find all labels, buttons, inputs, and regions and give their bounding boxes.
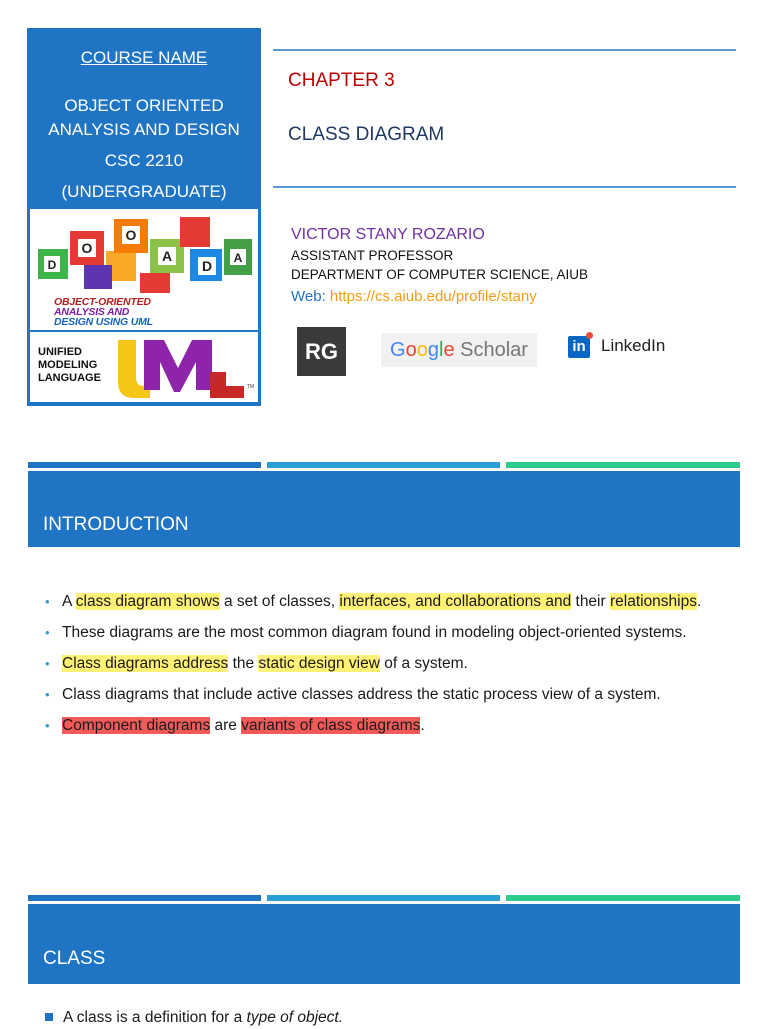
- oad-blocks-image: [30, 209, 258, 330]
- google-letter: o: [416, 339, 428, 361]
- oad-caption-line: OBJECT-ORIENTED: [54, 296, 151, 308]
- oad-letter: D: [47, 258, 57, 272]
- oad-letter: O: [125, 227, 137, 243]
- uml-trademark: TM: [246, 384, 254, 390]
- oad-letter: A: [161, 248, 173, 264]
- section-title: INTRODUCTION: [43, 514, 189, 535]
- course-title: [27, 94, 261, 204]
- highlight-text: class diagram shows: [75, 593, 220, 610]
- section-title: CLASS: [43, 948, 106, 969]
- highlight-text: variants of class diagrams: [241, 717, 421, 734]
- course-line: (UNDERGRADUATE): [61, 182, 227, 201]
- oad-caption: [54, 297, 153, 327]
- uml-logo-text: [38, 346, 101, 385]
- google-letter: o: [405, 339, 417, 361]
- text-run: of a system.: [379, 655, 468, 672]
- bullet-list: [45, 590, 745, 745]
- highlight-text: static design view: [258, 655, 380, 672]
- author-position: ASSISTANT PROFESSOR: [291, 248, 454, 263]
- oad-caption-line: ANALYSIS AND: [54, 306, 130, 318]
- uml-text-line: MODELING: [38, 359, 98, 371]
- text-run: A: [62, 593, 76, 610]
- scholar-word: Scholar: [460, 339, 528, 361]
- oad-letter: D: [201, 258, 213, 274]
- web-label: Web:: [291, 288, 326, 305]
- web-url-link[interactable]: https://cs.aiub.edu/profile/stany: [329, 288, 537, 305]
- text-run: are: [210, 717, 242, 734]
- section-stripe: [506, 895, 740, 901]
- section-stripe: [267, 895, 500, 901]
- uml-letters-graphic: [114, 338, 246, 400]
- uml-text-line: LANGUAGE: [38, 372, 101, 384]
- bullet-list: [45, 1007, 745, 1029]
- course-line: CSC 2210: [104, 151, 184, 170]
- section-stripe: [28, 462, 261, 468]
- highlight-text: Component diagrams: [62, 717, 211, 734]
- author-name: VICTOR STANY ROZARIO: [291, 226, 485, 243]
- chapter-label: CHAPTER 3: [288, 70, 395, 91]
- section-stripe: [267, 462, 500, 468]
- linkedin-label: LinkedIn: [601, 336, 666, 355]
- list-item: [45, 652, 745, 675]
- uml-logo: [30, 332, 258, 402]
- author-department: DEPARTMENT OF COMPUTER SCIENCE, AIUB: [291, 267, 589, 282]
- list-item: • These diagrams are the most common diagram found in modeling object-oriented systems.: [45, 621, 745, 644]
- text-run: .: [420, 717, 425, 734]
- oad-letter: O: [81, 240, 93, 256]
- text-run: A class is a definition for a: [63, 1009, 247, 1026]
- google-scholar-logo[interactable]: [381, 333, 537, 367]
- section-header: [28, 471, 740, 547]
- researchgate-logo[interactable]: RG: [297, 327, 346, 376]
- top-rule: [273, 49, 736, 51]
- google-letter: l: [438, 339, 444, 361]
- deck-title: CLASS DIAGRAM: [288, 124, 445, 145]
- bottom-rule: [273, 186, 736, 188]
- linkedin-icon: in: [568, 336, 590, 358]
- course-line: ANALYSIS AND DESIGN: [48, 120, 240, 139]
- course-line: OBJECT ORIENTED: [64, 96, 224, 115]
- section-stripe: [506, 462, 740, 468]
- oad-caption-line: DESIGN USING UML: [54, 316, 153, 328]
- text-run: .: [697, 593, 702, 610]
- highlight-text: relationships: [609, 593, 697, 610]
- list-item: [45, 1007, 745, 1029]
- notification-dot-icon: [586, 332, 593, 339]
- list-item: [45, 714, 745, 737]
- google-letter: g: [427, 339, 439, 361]
- course-name-label: COURSE NAME: [80, 48, 208, 67]
- google-letter: e: [443, 339, 455, 361]
- text-run: a set of classes,: [219, 593, 340, 610]
- web-line: [291, 288, 537, 305]
- highlight-text: interfaces, and collaborations and: [339, 593, 572, 610]
- emphasis-text: type of object.: [246, 1009, 344, 1026]
- highlight-text: Class diagrams address: [62, 655, 229, 672]
- list-item: [45, 590, 745, 613]
- oad-letter: A: [233, 251, 243, 265]
- uml-text-line: UNIFIED: [38, 346, 82, 358]
- section-header: [28, 904, 740, 984]
- text-run: the: [228, 655, 259, 672]
- google-letter: G: [390, 339, 406, 361]
- list-item: • Class diagrams that include active classes address the static process view of a system.: [45, 683, 745, 706]
- text-run: their: [571, 593, 610, 610]
- section-stripe: [28, 895, 261, 901]
